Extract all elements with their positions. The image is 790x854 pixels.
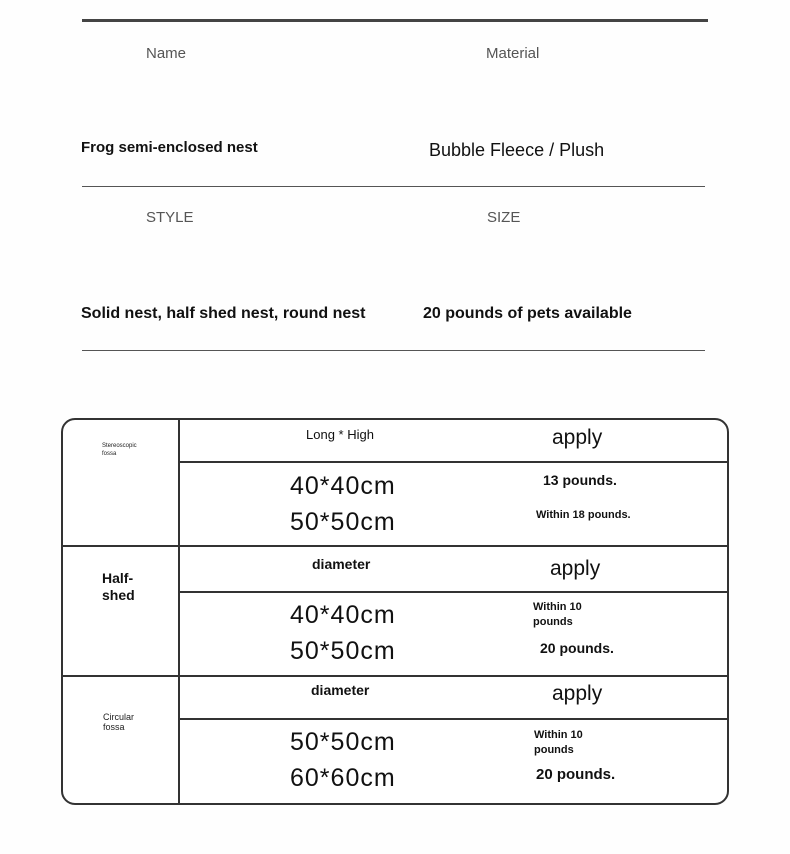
row2-size-2: 50*50cm [290,637,396,665]
row1-inner-divider [178,461,727,463]
row1-row2-divider [63,545,727,547]
row1-size-2: 50*50cm [290,508,396,536]
spec-divider-1 [82,186,705,187]
size-value: 20 pounds of pets available [423,305,632,322]
size-table [61,418,729,805]
style-value: Solid nest, half shed nest, round nest [81,305,366,322]
style-header: STYLE [146,209,194,226]
top-rule [82,19,708,22]
row-label-circular: Circular fossa [103,712,135,732]
row2-apply-header: apply [550,557,601,580]
label-column-divider [178,420,180,803]
row1-weight-1: 13 pounds. [543,472,617,488]
row3-apply-header: apply [552,682,603,705]
row2-inner-divider [178,591,727,593]
row3-size-2: 60*60cm [290,764,396,792]
material-value: Bubble Fleece / Plush [429,140,605,160]
name-header: Name [146,45,187,62]
row2-row3-divider [63,675,727,677]
name-value: Frog semi-enclosed nest [81,139,258,156]
row1-size-1: 40*40cm [290,472,396,500]
material-header: Material [486,45,540,62]
row2-weight-2: 20 pounds. [540,640,614,656]
row3-weight-1: Within 10 pounds [534,729,583,756]
row2-size-1: 40*40cm [290,601,396,629]
row3-measure-header: diameter [311,682,370,698]
row-label-half-shed: Half-shed [102,570,135,603]
row1-apply-header: apply [552,426,603,449]
row1-measure-header: Long * High [306,427,374,442]
row3-inner-divider [178,718,727,720]
row3-size-1: 50*50cm [290,728,396,756]
row2-weight-1: Within 10 pounds [533,601,582,628]
size-header: SIZE [487,209,521,226]
row1-weight-2: Within 18 pounds. [536,509,631,521]
row-label-stereoscopic: Stereoscopic fossa [102,443,137,457]
spec-divider-2 [82,350,705,351]
row3-weight-2: 20 pounds. [536,766,616,783]
row2-measure-header: diameter [312,556,371,572]
